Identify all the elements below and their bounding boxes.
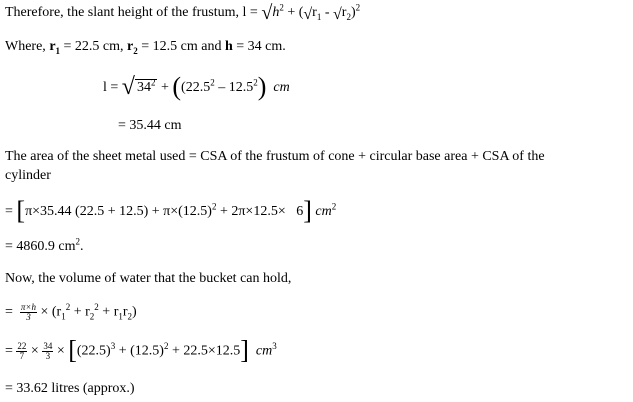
given-values-line: Where, $r_1 = 22.5$ cm, $r_2 = 12.5$ cm and h = 34 cm. <box>5 39 286 56</box>
area-statement-line-1: The area of the sheet metal used = CSA of the frustum of cone + circular base area + CSA of the <box>5 149 545 164</box>
slant-height-result: = 35.44 cm <box>118 118 182 133</box>
volume-statement: Now, the volume of water that the bucket can hold, <box>5 271 292 286</box>
slant-height-formula: $√h^2 + (√r_1 - √r_2)^2$ <box>261 2 361 24</box>
volume-formula: = $\frac{\pi\times h}{3}$ × $(r_1^2 + r_2^2 + r_1r_2)$ <box>5 302 137 322</box>
slant-height-text: Therefore, the slant height of the frustum, l = <box>5 5 258 20</box>
area-result: = 4860.9 $cm^2$. <box>5 236 84 254</box>
area-calculation: = [π×35.44 $(22.5 + 12.5) + \pi\times(12.5)^2 + 2\pi\times 12.5\times$ 6] $cm^2$ <box>5 196 337 225</box>
volume-result: = 33.62 litres (approx.) <box>5 381 135 396</box>
volume-substitution: = $\frac{22}{7}$ × $\frac{34}{3}$ × $[(22.5)^3 + (12.5)^2 + 22.5\times 12.5]$ $cm^3$ <box>5 335 277 365</box>
slant-height-formula-line <box>5 4 360 24</box>
area-statement-line-2: cylinder <box>5 168 51 183</box>
slant-height-substitution: l = √ $34^2 + ((22.5^2 - 12.5^2)$ cm <box>103 72 290 101</box>
